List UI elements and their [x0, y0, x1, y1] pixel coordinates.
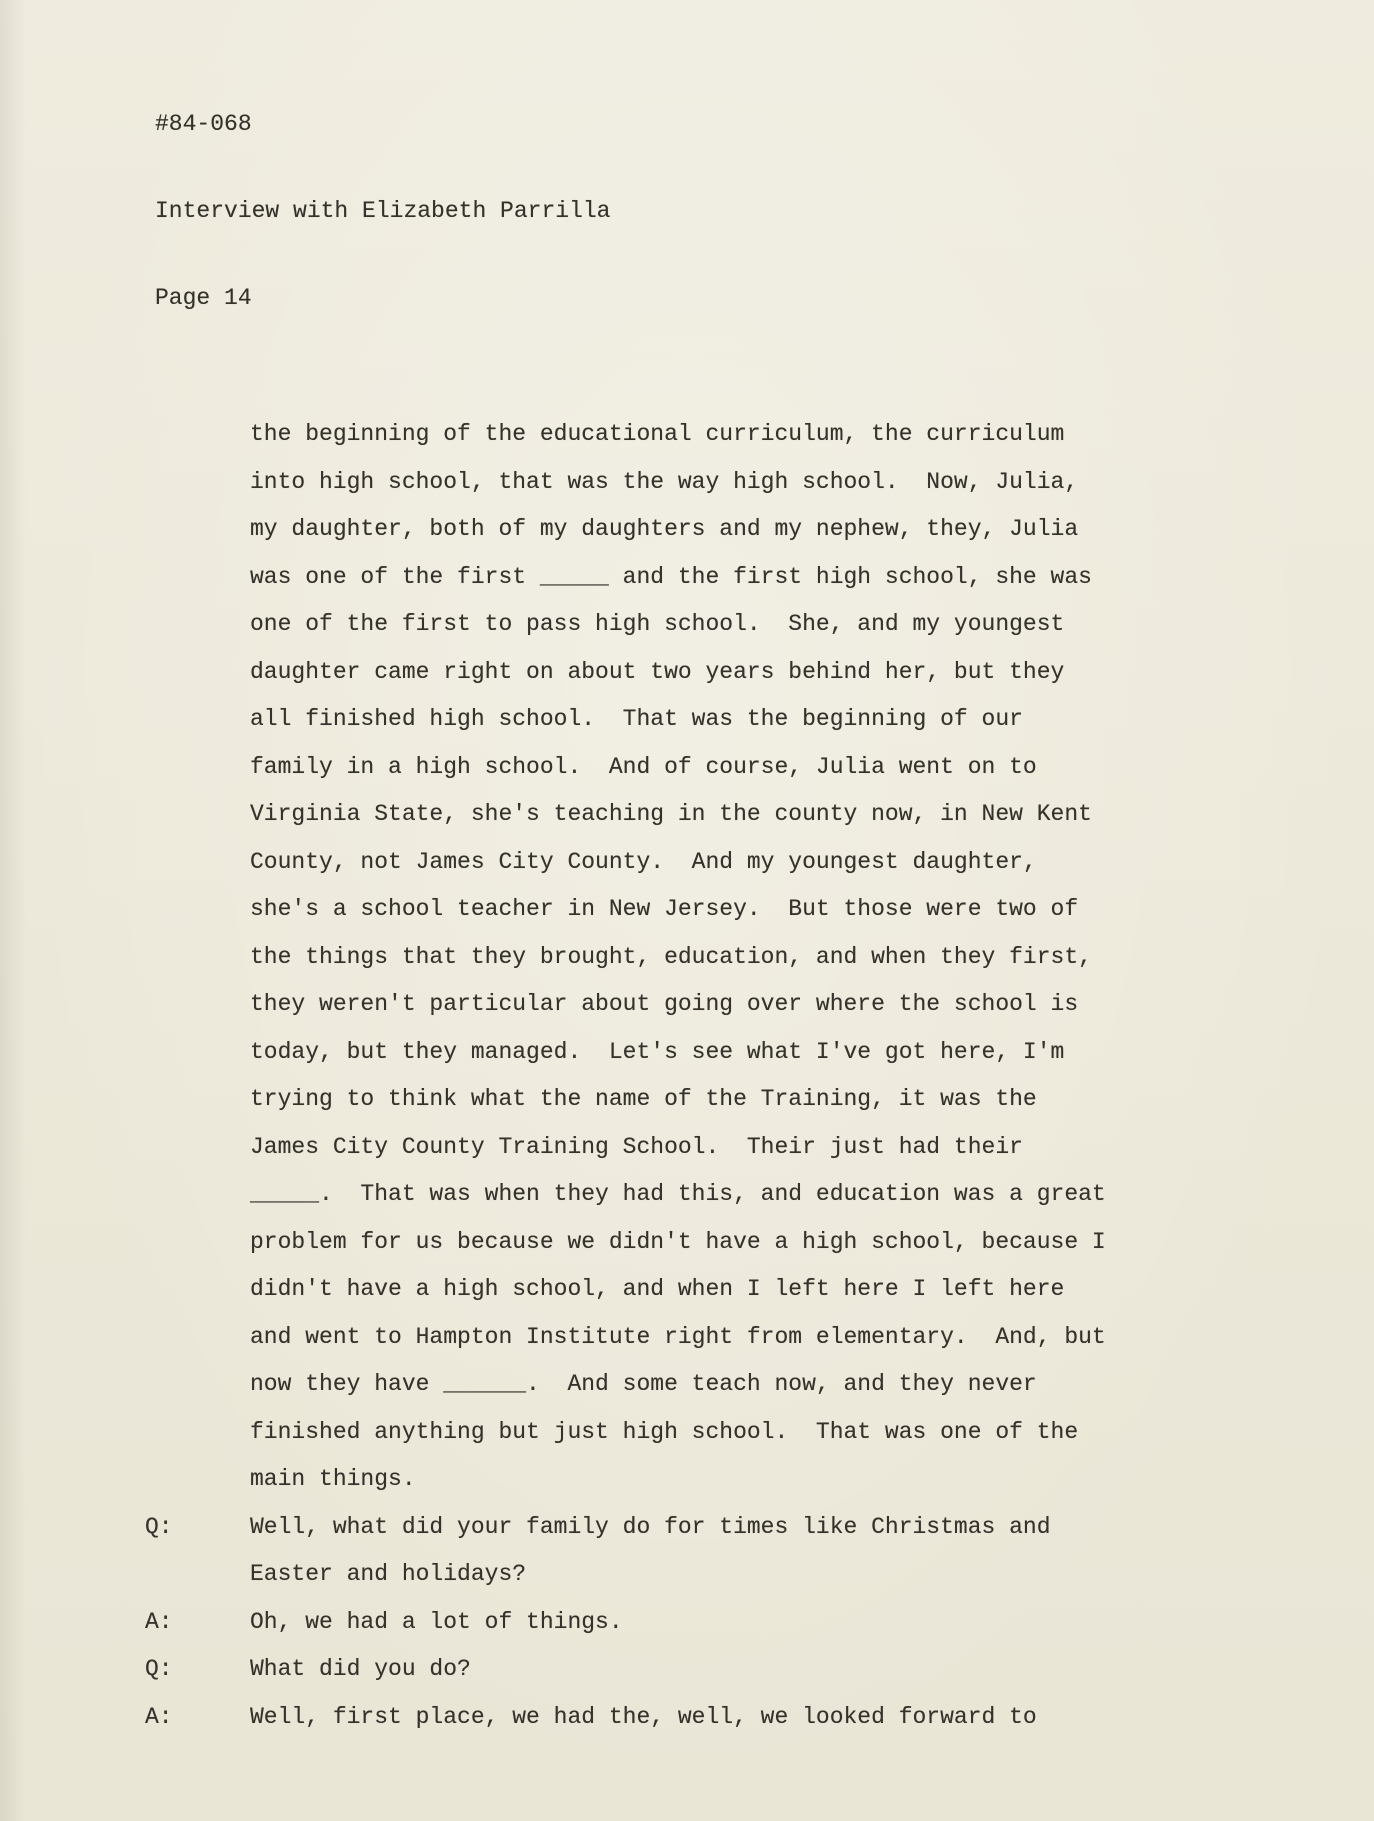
transcript-body — [0, 411, 1374, 1821]
speaker-label: Q: — [145, 1656, 173, 1682]
transcript-answer — [145, 1694, 1108, 1742]
doc-title: Interview with Elizabeth Parrilla — [155, 198, 611, 224]
page-number: Page 14 — [155, 285, 252, 311]
transcript-question — [145, 1504, 1108, 1599]
speaker-label: A: — [145, 1608, 173, 1635]
speaker-label: A: — [145, 1703, 173, 1730]
transcript-paragraph — [145, 411, 1120, 1504]
question-text: Well, what did your family do for times like Christmas and Easter and holidays? — [250, 1513, 1065, 1587]
transcript-question — [145, 1646, 1108, 1694]
question-text: What did you do? — [250, 1656, 471, 1682]
answer-text: Well, first place, we had the, well, we looked forward to — [250, 1703, 1037, 1730]
paragraph-text: the beginning of the educational curriculum, the curriculum into high school, that was the way high school. Now, Julia, my daughter, both of my daughters and my nephew, they, Julia was one of the first _____ and the first high school, she was one of the first to pass high school. She, and my youngest daughter came right on about two years behind her, but they all finished high school. That was the beginning of our family in a high school. And of course, Julia went on to Virginia State, she's teaching in the county now, in New Kent County, not James City County. And my youngest daughter, she's a school teacher in New Jersey. But those were two of the things that they brought, education, and when they first, they weren't particular about going over where the school is today, but they managed. Let's see what I've got here, I'm trying to think what the name of the Training, it was the James City County Training School. Their just had their _____. That was when they had this, and education was a great problem for us because we didn't have a high school, because I didn't have a high school, and when I left here I left here and went to Hampton Institute right from elementary. And, but now they have ______. And some teach now, and they never finished anything but just high school. That was one of the main things. — [250, 421, 1120, 1492]
speaker-label: Q: — [145, 1513, 173, 1540]
doc-number: #84-068 — [155, 111, 252, 137]
answer-text: Oh, we had a lot of things. — [250, 1608, 623, 1635]
transcript-answer — [145, 1599, 1108, 1647]
page-header — [0, 0, 1374, 371]
